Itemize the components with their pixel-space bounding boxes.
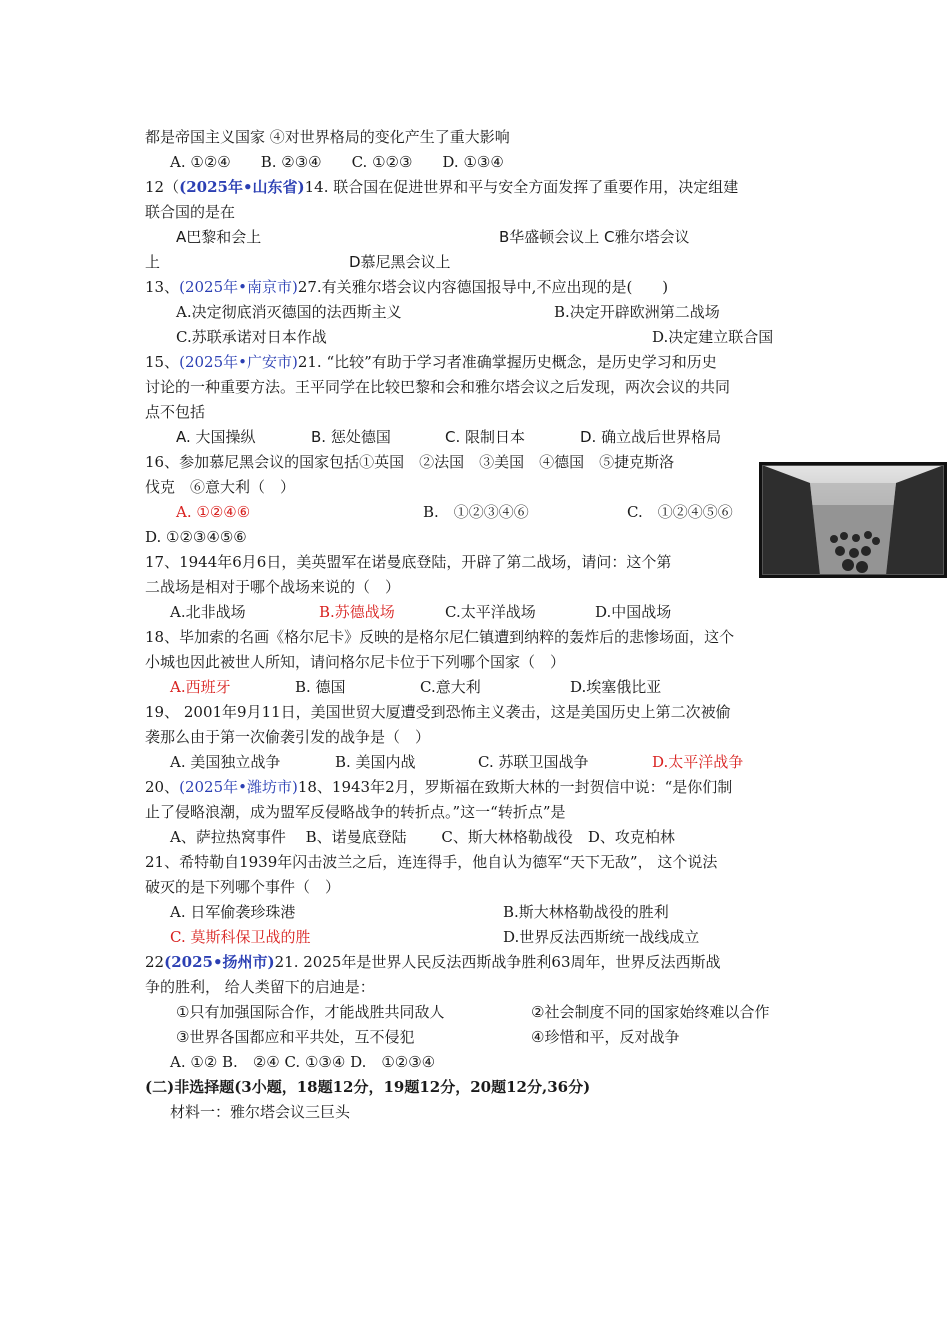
option-d: D慕尼黑会议上 <box>349 253 451 271</box>
text-line: 小城也因此被世人所知，请问格尔尼卡位于下列哪个国家（ ） <box>145 653 566 671</box>
option-b: B. 惩处德国 <box>311 428 391 446</box>
question-text: 21. “比较”有助于学习者准确掌握历史概念，是历史学习和历史 <box>297 353 717 371</box>
option-b-answer: B.苏德战场 <box>319 603 395 621</box>
option-a-answer: A.西班牙 <box>170 678 231 696</box>
text-line: 联合国的是在 <box>145 203 236 221</box>
option-c-answer: C. 莫斯科保卫战的胜 <box>170 928 311 946</box>
option-b-c: B华盛顿会议上 C雅尔塔会议 <box>499 228 690 246</box>
question-text: 14. 联合国在促进世界和平与安全方面发挥了重要作用，决定组建 <box>304 178 739 196</box>
text-line: 争的胜利， 给人类留下的启迪是： <box>145 978 375 996</box>
text-line: 上 <box>145 253 161 271</box>
question-number: 20、 <box>145 778 180 796</box>
text-line: 破灭的是下列哪个事件（ ） <box>145 878 341 896</box>
statement-3: ③世界各国都应和平共处，互不侵犯 <box>176 1028 415 1046</box>
question-15 <box>145 352 717 372</box>
question-text: 18、1943年2月，罗斯福在致斯大林的一封贺信中说：“是你们制 <box>297 778 733 796</box>
question-text: 21. 2025年是世界人民反法西斯战争胜利63周年，世界反法西斯战 <box>274 953 721 971</box>
text-line: 二战场是相对于哪个战场来说的（ ） <box>145 578 401 596</box>
question-number: 13、 <box>145 278 180 296</box>
source-tag: (2025•扬州市) <box>164 953 275 971</box>
option-a-answer: A. ①②④⑥ <box>176 503 251 521</box>
question-number: 12（ <box>145 178 180 196</box>
text-line: 伐克 ⑥意大利（ ） <box>145 478 296 496</box>
option-a: A. 日军偷袭珍珠港 <box>170 903 296 921</box>
options-line: A. ①②④ B. ②③④ C. ①②③ D. ①③④ <box>170 153 504 171</box>
option-b: B. ①②③④⑥ <box>423 503 529 521</box>
option-d: D.决定建立联合国 <box>652 328 774 346</box>
statement-1: ①只有加强国际合作，才能战胜共同敌人 <box>176 1003 445 1021</box>
option-d: D. ①②③④⑤⑥ <box>145 528 247 546</box>
options-line: A. ①② B. ②④ C. ①③④ D. ①②③④ <box>170 1053 436 1071</box>
option-b: B. 美国内战 <box>335 753 416 771</box>
text-line: 袭那么由于第一次偷袭引发的战争是（ ） <box>145 728 431 746</box>
option-d: D.中国战场 <box>595 603 672 621</box>
text-line: 点不包括 <box>145 403 206 421</box>
option-c: C. 限制日本 <box>445 428 526 446</box>
option-d: D.世界反法西斯统一战线成立 <box>503 928 700 946</box>
option-c: C.苏联承诺对日本作战 <box>176 328 327 346</box>
material-label: 材料一：雅尔塔会议三巨头 <box>170 1103 351 1121</box>
option-a: A. 大国操纵 <box>176 428 256 446</box>
option-d: D. 确立战后世界格局 <box>580 428 722 446</box>
option-c: C. ①②④⑤⑥ <box>627 503 733 521</box>
question-18: 18、毕加索的名画《格尔尼卡》反映的是格尔尼仁镇遭到纳粹的轰炸后的悲惨场面，这个 <box>145 628 735 646</box>
source-tag: (2025年•广安市) <box>179 353 298 371</box>
question-12 <box>145 177 738 197</box>
option-a: A.北非战场 <box>170 603 246 621</box>
option-b: B.斯大林格勒战役的胜利 <box>503 903 669 921</box>
option-a: A.决定彻底消灭德国的法西斯主义 <box>176 303 402 321</box>
normandy-landing-photo <box>759 462 947 578</box>
options-line: A、萨拉热窝事件 B、诺曼底登陆 C、斯大林格勒战役 D、攻克柏林 <box>170 828 675 846</box>
text-line: 止了侵略浪潮，成为盟军反侵略战争的转折点。”这一“转折点”是 <box>145 803 566 821</box>
question-17: 17、1944年6月6日，美英盟军在诺曼底登陆，开辟了第二战场，请问：这个第 <box>145 553 672 571</box>
question-21: 21、希特勒自1939年闪击波兰之后，连连得手，他自认为德军“天下无敌”， 这个说法 <box>145 853 718 871</box>
option-d-answer: D.太平洋战争 <box>652 753 744 771</box>
option-a: A巴黎和会上 <box>176 228 262 246</box>
option-c: C.意大利 <box>420 678 481 696</box>
option-c: C. 苏联卫国战争 <box>478 753 589 771</box>
text-line: 都是帝国主义国家 ④对世界格局的变化产生了重大影响 <box>145 128 510 146</box>
option-c: C.太平洋战场 <box>445 603 536 621</box>
source-tag: (2025年•山东省) <box>179 178 305 196</box>
question-text: 27.有关雅尔塔会议内容德国报导中,不应出现的是( ) <box>297 278 669 296</box>
option-b: B.决定开辟欧洲第二战场 <box>554 303 720 321</box>
question-13 <box>145 277 668 297</box>
question-number: 22 <box>145 953 165 971</box>
question-22 <box>145 952 721 972</box>
option-d: D.埃塞俄比亚 <box>570 678 662 696</box>
question-number: 15、 <box>145 353 180 371</box>
question-19: 19、 2001年9月11日，美国世贸大厦遭受到恐怖主义袭击，这是美国历史上第二次被偷 <box>145 703 731 721</box>
statement-4: ④珍惜和平，反对战争 <box>531 1028 680 1046</box>
question-16: 16、参加慕尼黑会议的国家包括①英国 ②法国 ③美国 ④德国 ⑤捷克斯洛 <box>145 453 675 471</box>
option-b: B. 德国 <box>295 678 346 696</box>
question-20 <box>145 777 732 797</box>
option-a: A. 美国独立战争 <box>170 753 281 771</box>
source-tag: (2025年•南京市) <box>179 278 298 296</box>
source-tag: (2025年•潍坊市) <box>179 778 298 796</box>
text-line: 讨论的一种重要方法。王平同学在比较巴黎和会和雅尔塔会议之后发现，两次会议的共同 <box>145 378 731 396</box>
statement-2: ②社会制度不同的国家始终难以合作 <box>531 1003 770 1021</box>
section-heading: (二)非选择题(3小题，18题12分，19题12分，20题12分,36分) <box>145 1078 591 1096</box>
